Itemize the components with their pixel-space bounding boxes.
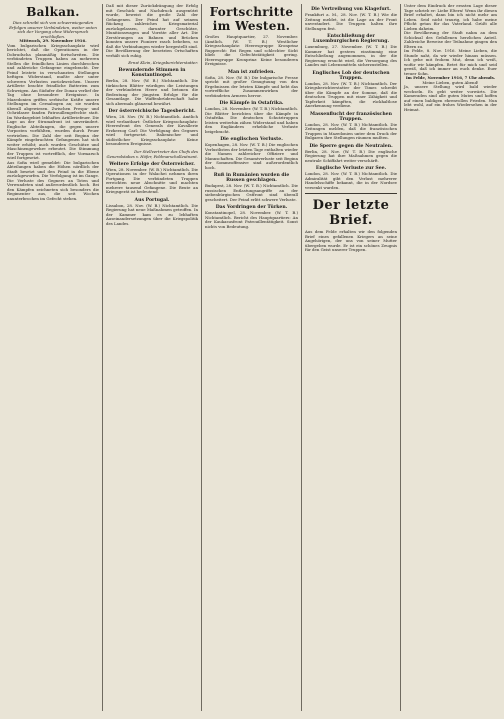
headline: Aus Portugal.: [134, 197, 170, 203]
newspaper-page: [4, 4, 500, 711]
article-body: Berlin, 28. Nov. (W. T. B.) Die englische Regierung hat ihre Maßnahmen gegen die neutrale Schiffahrt weiter verschärft.: [305, 148, 397, 163]
dateline: Mittwoch, 29. November 1916.: [19, 38, 87, 43]
headline: Die Vertreibung von Klagefurt.: [311, 7, 391, 12]
article-body: Sofia, 28. Nov. (W. B.) Die bulgarische Presse spricht mit großer Genugtuung von den Ergebnissen der letzten Kämpfe und hebt das vortreffliche Zusammenwirken der verbündeten Armeen hervor.: [205, 74, 298, 98]
section-title-westen: Fortschritte im Westen.: [209, 5, 294, 33]
article-body: Im Felde, 8. Nov. 1916. Meine Lieben, die Stunde naht, da wir wieder hinaus müssen. Ich gehe mit frohem Mut, denn ich weiß, wofür wir kämpfen. Betet für mich und seid gewiß, daß ich immer an euch denke. Euer treuer Sohn.: [404, 48, 497, 76]
headline: Ruß in Rumänien wurden die Russen geschlagen.: [213, 173, 290, 183]
divider: [305, 193, 397, 194]
headline: Bewundernde Stimmen in Konstantinopel.: [118, 68, 186, 78]
headline: Englische Verluste zur See.: [315, 166, 387, 171]
column-3: [202, 4, 302, 711]
signature: Ernst Klein, Kriegsberichterstatter.: [128, 60, 198, 65]
article-body: London, 28. November. (W. T. B.) Nichtamtlich. Die Blätter berichten über die Kämpfe in Ostafrika. Die deutschen Schutztruppen leisten weiterhin zähen Widerstand und haben den Engländern erhebliche Verluste beigebracht.: [205, 106, 298, 134]
article-body: Aus dem Felde erhalten wir den folgenden Brief eines gefallenen Kriegers an seine Angehörigen, der uns von seiner Mutter übergeben wurde. Er ist ein schönes Zeugnis für den Geist unserer Truppen.: [305, 229, 397, 252]
article-body: Luxemburg, 27. November. (W. T. B.) Die Kammer hat gestern einstimmig eine Entschließung angenommen, in der die Regierung ersucht wird, die Versorgung des Landes mit Lebensmitteln sicherzustellen.: [305, 44, 397, 67]
headline: Die Sperre gegen die Neutralen.: [309, 143, 393, 149]
article-body: Daß mit dieser Zurückdrängung der Erfolg mit Geschick und Nachdruck ausgenützt wurde, beweist die große Zahl der Gefangenen. Der Feind hat auf seinem Rückzug zahlreiches Kriegsmaterial zurückgelassen, darunter Geschütze, Munitionswagen und Vorräte aller Art. Die Zerstörungen an Bahnen und Brücken konnten unsere Pioniere rasch beheben, so daß die Verbindungen wieder hergestellt sind. Die Bevölkerung der besetzten Ortschaften verhält sich ruhig.: [106, 4, 198, 58]
headline: Die Kämpfe in Ostafrika.: [219, 101, 284, 106]
article-body: Frankfurt a. M., 28. Nov. (W. T. B.) Wie die Zeitung meldet, ist die Lage an der Front unverändert. Die Truppen halten ihre Stellungen fest.: [305, 12, 397, 31]
column-1: [4, 4, 103, 711]
column-4: [302, 4, 401, 711]
headline: Massenflucht der französischen Truppen.: [310, 111, 392, 122]
headline: Englisches Lob der deutschen Truppen.: [312, 70, 390, 81]
letter-title: Der letzte Brief.: [312, 198, 390, 228]
article-body: Großes Hauptquartier, 27. November. (Amtlich. (W. T. B.) Westlicher Kriegsschauplatz: Heeresgruppe Kronprinz Rupprecht: Bei Regen und schlechter Sicht blieb die Gefechtstätigkeit gering. Heeresgruppe Kronprinz: Keine besonderen Ereignisse.: [205, 34, 298, 66]
article-body: Kopenhagen, 28. Nov. (W. T. B.) Die englischen Verlustlisten der letzten Tage enthalten wieder die Namen zahlreicher Offiziere und Mannschaften. Die Gesamtverluste seit Beginn der Sommeoffensive sind außerordentlich hoch.: [205, 142, 298, 170]
article-body: Lissabon, 28. Nov. (W. B.) Nichtamtlich. Die Regierung hat neue Maßnahmen getroffen. In der Kammer kam es zu lebhaften Auseinandersetzungen über die Kriegspolitik des Landes.: [106, 202, 198, 226]
article-body: Ja, unsere Stellung wird bald wieder wechseln. Es geht weiter vorwärts. Die Kameraden sind alle guten Mutes und hoffen auf einen baldigen ehrenvollen Frieden. Nun lebt wohl, auf ein frohes Wiedersehen in der Heimat.: [404, 84, 497, 112]
article-body: Berlin, 28. Nov. (W. B.) Nichtamtlich. Die türkischen Blätter würdigen die Leistungen der verbündeten Heere und betonen die Bedeutung der jüngsten Erfolge für die Gesamtlage. Die Waffenbrüderschaft habe sich abermals glänzend bewährt.: [106, 78, 198, 106]
intro-text: Dies schreibt sich von schwerwiegenden Erfolgen unserer Verbündeten, weiter unten sich der Vorgang ohne Widerspruch erschließen.: [9, 20, 97, 39]
article-body: Konstantinopel, 28. November. (W. T. B.) Nichtamtlich. Bericht des Hauptquartiers: An der Kaukasusfront Patrouillentätigkeit. Sonst nichts von Bedeutung.: [205, 210, 298, 229]
article-body: Vom bulgarischen Kriegsschauplatz wird berichtet, daß die Operationen in der Dobrudscha planmäßig fortschreiten. Die verbündeten Truppen haben an mehreren Stellen die feindlichen Linien durchbrochen und zahlreiche Gefangene eingebracht. Der Feind leistete in verschanzten Stellungen heftigen Widerstand, mußte aber unter schweren Verlusten zurückweichen. Unsere Artillerie brachte feindliche Batterien zum Schweigen. Am Südufer der Donau verlief der Tag ohne besondere Ereignisse. In Mazedonien griffen serbische Kräfte unsere Stellungen im Cernabogen an; sie wurden überall abgewiesen. Zwischen Prespa- und Ochridasee fanden Patrouillengefechte statt. Im Wardargebiet lebhaftes Artilleriefeuer. Die Lage an der Strumafront ist unverändert. Englische Abteilungen, die gegen unsere Vorposten vorfühlten, wurden durch Feuer vertrieben. Die Zahl der seit Beginn der Kämpfe eingebrachten Gefangenen hat sich weiter erhöht; auch wurden Geschütze und Maschinengewehre erbeutet. Die Stimmung der Truppen ist vortrefflich, der Vormarsch wird fortgesetzt.: [7, 42, 99, 160]
headline: Der österreichische Tagesbericht.: [108, 109, 196, 114]
letter-salutation: Meine Lieben, guten Abend!: [422, 79, 479, 85]
headline: Weitere Erfolge der Österreicher.: [109, 161, 195, 167]
article-body: Die Bevölkerung der Stadt nahm an dem Schicksal des Gefallenen herzlichen Anteil. Zahlreiche Beweise der Teilnahme gingen den Eltern zu.: [404, 30, 497, 49]
letter-date: Im Felde, November 1916, 7 Uhr abends.: [405, 75, 496, 80]
headline: Die englischen Verluste.: [220, 137, 283, 142]
headline: Entschließung der Luxemburgischen Regierung.: [312, 34, 390, 44]
headline: Man ist zufrieden.: [227, 69, 276, 75]
article-body: Wien, 28. November. (W. B.) Nichtamtlich. Die Operationen in der Walachei nehmen ihren Fortgang. Die verbündeten Truppen erreichten neue Abschnitte und machten mehrere tausend Gefangene. Die Beute an Kriegsgerät ist bedeutend.: [106, 166, 198, 194]
article-body: Unter dem Eindruck der ernsten Lage dieser Tage schrieb er: Liebe Eltern! Wenn ihr diesen Brief erhaltet, dann bin ich nicht mehr am Leben. Seid nicht traurig, ich habe meine Pflicht getan für das Vaterland. Grüßt alle Lieben daheim.: [404, 4, 497, 31]
article-body: London, 28. Nov. (W. T. B.) Nichtamtlich. Die Zeitungen melden, daß die französischen Truppen in Mazedonien unter dem Druck der Bulgaren ihre Stellungen räumen mußten.: [305, 121, 397, 140]
article-body: London, 28. Nov. (W. T. B.) Nichtamtlich. Die Admiralität gibt den Verlust mehrerer Handelsschiffe bekannt, die in der Nordsee versenkt wurden.: [305, 171, 397, 190]
column-2: [103, 4, 202, 711]
article-body: London, 28. Nov. (W. T. B.) Nichtamtlich. Der Kriegsberichterstatter der Times schreibt über die Kämpfe an der Somme, daß die deutschen Truppen mit einer Zähigkeit und Tapferkeit kämpften, die rückhaltlose Anerkennung verdiene.: [305, 80, 397, 108]
headline: Das Vordringen der Türken.: [215, 205, 288, 210]
section-title-balkan: Balkan.: [26, 5, 80, 19]
article-body: Budapest, 28. Nov. (W. T. B.) Nichtamtlich. Die russischen Entlastungsangriffe an der siebenbürgischen Ostfront sind überall gescheitert. Der Feind erlitt schwere Verluste.: [205, 183, 298, 202]
article-body: Wien, 28. Nov. (W. B.) Nichtamtlich. Amtlich wird verlautbart: Östlicher Kriegsschauplatz: Heeresfront des Generals der Kavallerie Erzherzog Carl: Die Verfolgung des Gegners wird fortgesetzt. Italienischer und südöstlicher Kriegsschauplatz: Keine besonderen Ereignisse.: [106, 114, 198, 146]
column-5: [401, 4, 500, 711]
signature: Der Stellvertreter des Chefs des Generalstabes v. Höfer, Feldmarschalleutnant.: [106, 148, 198, 159]
article-body: Aus Sofia wird gemeldet: Die bulgarischen Abteilungen haben die Höhen nördlich der Stadt besetzt und den Feind in die Ebene zurückgeworfen. Die Verfolgung ist im Gange. Die Verluste des Gegners an Toten und Verwundeten sind außerordentlich hoch. Bei den Kämpfen zeichneten sich besonders die Regimenter aus, die seit Wochen ununterbrochen im Gefecht stehen.: [7, 159, 99, 201]
